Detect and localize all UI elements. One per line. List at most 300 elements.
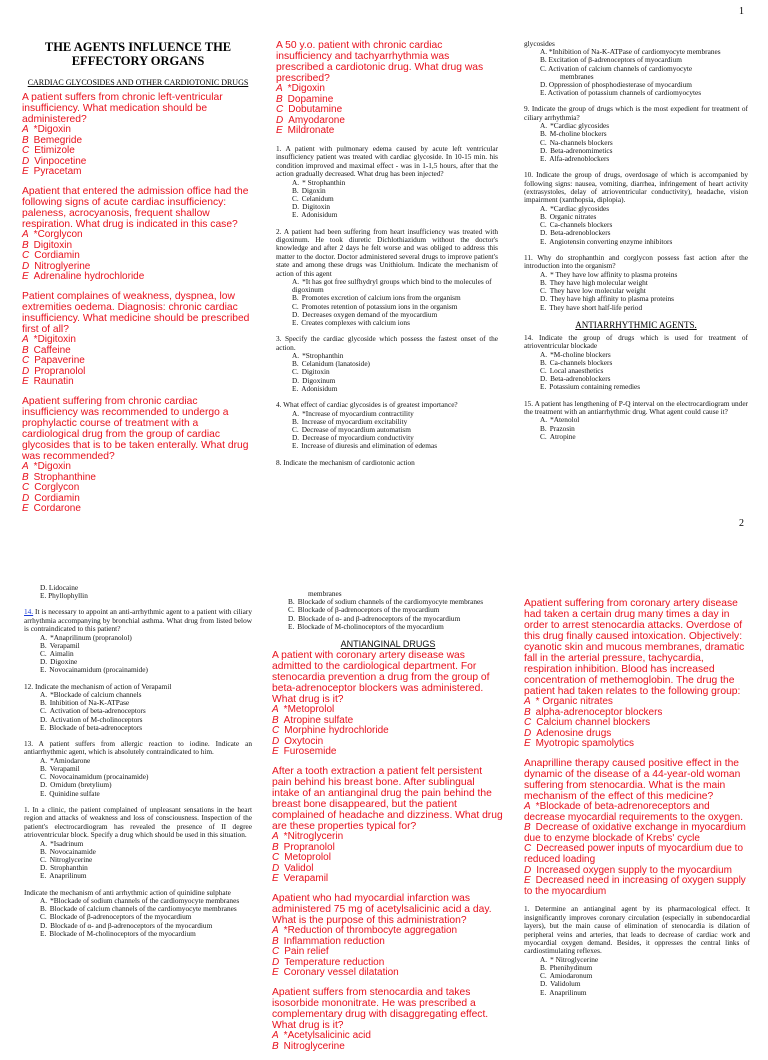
question-text: A patient suffers from chronic left-ventricular insufficiency. What medication should be administered? <box>22 92 223 125</box>
option-text: Decreased need in increasing of oxygen supply to the myocardium <box>524 875 746 897</box>
option-letter: D. <box>40 780 48 790</box>
option-text: Blockade of calcium channels of the cardiomyocyte membranes <box>49 904 237 914</box>
option-letter: A. <box>292 177 300 187</box>
option-letter: D <box>524 864 532 876</box>
question-text: 2. A patient had been suffering from heart insufficiency was treated with digoxinum. He took diuretic Dichlothiazidum without the doctor's knowledge and after 2 days he felt worse and was obliged to address this matter to the doctor. Doctor administered several drugs to improve patient's state and among these drugs was Unithiolum. Indicate the mechanism of action of this agent <box>276 226 498 278</box>
option-text: Local anaesthetics <box>549 365 604 375</box>
option-letter: B <box>22 239 29 251</box>
option-text: Promotes retention of potassium ions in the organism <box>301 301 458 311</box>
option-letter: D <box>22 155 30 167</box>
answer-option: glycosides <box>524 39 555 48</box>
option-letter: C. <box>40 912 47 922</box>
question-block <box>524 334 748 392</box>
option-letter: A <box>22 124 29 135</box>
answer-option <box>22 272 254 283</box>
option-letter: A. <box>540 203 548 213</box>
option-text: Digoxin <box>301 185 326 195</box>
option-letter: C. <box>40 772 47 782</box>
option-text: Ca-channels blockers <box>549 357 613 367</box>
option-letter: E <box>22 503 29 515</box>
option-letter: D <box>22 365 30 377</box>
option-letter: C <box>524 717 532 729</box>
option-letter: D. <box>540 228 548 238</box>
option-letter: C <box>524 843 532 855</box>
option-text: Furosemide <box>283 746 337 758</box>
option-letter: B <box>22 471 29 483</box>
question-block <box>276 228 498 328</box>
option-text: Phenihydinum <box>549 962 593 972</box>
question-block <box>272 650 504 758</box>
option-letter: B. <box>540 212 547 222</box>
option-text: Myotropic spamolytics <box>535 738 635 750</box>
question-text: Apatient who had myocardial infarction was administered 75 mg of acetylsalicinic acid a day. What is the purpose of this administration? <box>272 892 492 926</box>
option-text: Ca-channels blockers <box>549 220 613 230</box>
page1-column-3 <box>524 40 748 449</box>
answer-option <box>24 872 252 880</box>
answer-option <box>272 623 504 631</box>
answer-option: membranes <box>560 71 594 81</box>
option-letter: A. <box>540 121 548 131</box>
page-2 <box>0 512 768 1052</box>
option-text: *Reduction of thrombocyte aggregation <box>283 924 458 936</box>
option-letter: C. <box>540 365 547 375</box>
option-letter: E. <box>40 871 47 881</box>
question-text: 13. A patient suffers from allergic reaction to iodine. Indicate an antiarrhythmic agent, which is absolutely contraindicated to him. <box>24 739 252 757</box>
answer-option <box>524 876 750 897</box>
option-text: Beta-adrenoblockers <box>550 228 611 238</box>
option-letter: C. <box>292 367 299 377</box>
option-text: Propranolol <box>34 365 86 377</box>
question-text: 1. Determine an antianginal agent by its pharmacological effect. It insignificantly improves coronary circulation (especially in subendocardial layers), but the main cause of elimination of stenocardia is dilation of peripheral veins and arteries, that leads to decrease of cardiac work and myocardial oxygen demand. Besides, it oppresses the central links of cardiostimulating reflexes. <box>524 904 750 956</box>
option-letter: B. <box>540 962 547 972</box>
option-letter: A. <box>540 954 548 964</box>
option-letter: A <box>272 1029 279 1041</box>
option-letter: A. <box>40 755 48 765</box>
option-text: Aimalin <box>49 649 74 659</box>
answer-option: A. *Inhibition of Na-K-ATPase of cardiomyocyte membranes <box>540 47 721 57</box>
option-text: *Metoprolol <box>283 704 335 716</box>
option-text: Prazosin <box>549 423 575 433</box>
question-block <box>524 171 748 246</box>
option-text: They have short half-life period <box>549 302 643 312</box>
option-letter: C. <box>540 220 547 230</box>
question-block <box>276 401 498 450</box>
section-title-cardiac-glycosides: CARDIAC GLYCOSIDES AND OTHER CARDIOTONIC DRUGS <box>27 78 249 87</box>
option-text: Quinidine sulfate <box>49 788 100 798</box>
question-text: 3. Specify the cardiac glycoside which possess the fastest onset of the action. <box>276 334 498 352</box>
option-text: Verapamil <box>283 873 329 885</box>
option-letter: D. <box>292 309 300 319</box>
option-text: Dopamine <box>287 93 334 105</box>
option-letter: E. <box>40 788 47 798</box>
option-text: Coronary vessel dilatation <box>283 967 399 979</box>
option-letter: B. <box>540 129 547 139</box>
option-text: Promotes excretion of calcium ions from the organism <box>301 293 461 303</box>
option-text: Cordiamin <box>34 250 80 262</box>
option-letter: D <box>22 260 30 272</box>
option-letter: B. <box>540 277 547 287</box>
option-text: Blockade of M-cholinoceptors of the myocardium <box>297 621 444 631</box>
option-text: *Increase of myocardium contractility <box>302 408 414 418</box>
option-letter: E. <box>288 621 295 631</box>
option-text: Anaprilinum <box>549 987 587 997</box>
question-block <box>22 186 254 283</box>
question-block <box>24 806 252 881</box>
option-text: * Nitroglycerine <box>550 954 599 964</box>
answer-option <box>524 823 750 844</box>
option-text: They have low molecular weight <box>549 286 646 296</box>
option-letter: D. <box>292 433 300 443</box>
option-letter: A. <box>40 690 48 700</box>
option-letter: D <box>272 956 280 968</box>
option-letter: C. <box>540 971 547 981</box>
answer-option <box>524 383 748 391</box>
option-text: Decreased power inputs of myocardium due to reduced loading <box>524 843 744 865</box>
option-text: Decrease of myocardium conductivity <box>302 433 414 443</box>
option-letter: D. <box>40 920 48 930</box>
question-block <box>276 335 498 393</box>
option-text: Decreases oxygen demand of the myocardium <box>302 309 438 319</box>
option-letter: D <box>272 735 280 747</box>
option-letter: C <box>22 250 30 262</box>
option-text: Temperature reduction <box>284 956 385 968</box>
option-text: Celanidum (lanatoside) <box>301 359 370 369</box>
option-text: Atropine sulfate <box>283 714 354 726</box>
option-text: * Organic nitrates <box>535 696 613 707</box>
option-letter: D. <box>40 714 48 724</box>
option-text: Blockade of β-adrenoceptors of the myocardium <box>297 605 440 615</box>
option-letter: B. <box>288 597 295 607</box>
option-letter: A. <box>540 349 548 359</box>
option-text: Adrenaline hydrochloride <box>33 271 145 283</box>
option-text: Adonisidum <box>301 210 338 220</box>
question-text: Patient complaines of weakness, dyspnea, low extremities oedema. Diagnosis: chronic cardiac insufficiency. What medicine should be prescribed first of all? <box>22 290 250 335</box>
page1-column-2 <box>276 40 498 475</box>
option-letter: A <box>524 800 531 812</box>
option-text: Pain relief <box>284 946 329 958</box>
option-letter: C <box>22 355 30 367</box>
option-text: Verapamil <box>49 640 80 650</box>
answer-option: C. Activation of calcium channels of cardiomyocyte <box>540 63 693 73</box>
option-letter: B. <box>292 293 299 303</box>
option-letter: B <box>524 822 531 834</box>
question-block <box>524 254 748 312</box>
question-block <box>524 598 750 750</box>
option-letter: A <box>272 704 279 716</box>
option-letter: E. <box>40 665 47 675</box>
option-letter: D <box>272 862 280 874</box>
option-letter: D. <box>40 863 48 873</box>
option-text: Na-channels blockers <box>549 137 613 147</box>
question-text: 10. Indicate the group of drugs, overdosage of which is accompanied by following signs: nausea, vomiting, diarrhea, infringement of heart activity (extrasystoles, delay of atrioventricular conductivity), headache, vision impairment (xanthopsia, diplopia). <box>524 170 748 205</box>
option-letter: C. <box>292 301 299 311</box>
option-text: M-choline blockers <box>549 129 607 139</box>
option-text: Vinpocetine <box>34 155 87 167</box>
option-text: Metoprolol <box>284 852 331 864</box>
option-letter: B <box>272 714 279 726</box>
option-letter: B. <box>540 423 547 433</box>
option-letter: A <box>22 460 29 472</box>
question-block <box>272 893 504 979</box>
option-text: Caffeine <box>33 344 71 356</box>
option-letter: E. <box>40 928 47 938</box>
option-text: *Anaprilinum (propranolol) <box>50 632 132 642</box>
option-letter: D. <box>292 375 300 385</box>
question-block <box>524 105 748 163</box>
answer-option <box>276 442 498 450</box>
option-text: Strophanthine <box>33 471 96 483</box>
page2-column-3 <box>524 598 750 1005</box>
question-text: After a tooth extraction a patient felt persistent pain behind his breast bone. After sublingual intake of an antianginal drug the pain behind the breast bone disappeared, but the patient complained of headache and dizziness. What drug are these properties typical for? <box>272 765 503 832</box>
option-text: Cordarone <box>33 503 81 515</box>
option-letter: D. <box>540 979 548 989</box>
option-letter: E <box>524 875 531 887</box>
option-text: membranes <box>308 589 342 598</box>
option-text: Angiotensin converting enzyme inhibitors <box>549 236 673 246</box>
answer-option <box>22 377 254 388</box>
answer-option <box>524 304 748 312</box>
option-text: Digoxine <box>50 657 78 667</box>
option-letter: A. <box>540 269 548 279</box>
option-text: *Atenolol <box>550 415 580 425</box>
option-text: Bemegride <box>33 134 83 146</box>
option-text: Alfa-adrenoblockers <box>549 154 610 164</box>
option-letter: D <box>276 114 284 126</box>
question-text: 9. Indicate the group of drugs which is the most expedient for treatment of ciliary arrhythmia? <box>524 104 748 122</box>
question-block <box>524 758 750 897</box>
option-letter: D. <box>540 145 548 155</box>
question-text: A 50 y.o. patient with chronic cardiac insufficiency and tachyarrhythmia was prescribed a cardiotonic drug. What drug was prescribed? <box>276 40 484 84</box>
option-text: Increase of diuresis and elimination of edemas <box>301 441 438 451</box>
answer-option <box>272 747 504 758</box>
option-letter: B <box>22 344 29 356</box>
option-text: Blockade of α- and β-adrenoceptors of the myocardium <box>298 613 461 623</box>
option-letter: E <box>272 873 279 885</box>
option-letter: C <box>272 852 280 864</box>
option-letter: A <box>22 228 29 240</box>
question-block <box>22 291 254 388</box>
option-letter: E <box>276 125 283 137</box>
question-block <box>24 889 252 938</box>
page1-column-1 <box>22 40 254 523</box>
option-letter: B. <box>40 640 47 650</box>
answer-option <box>524 802 750 823</box>
answer-option <box>24 666 252 674</box>
option-letter: C. <box>540 431 547 441</box>
option-letter: C. <box>292 194 299 203</box>
option-letter: D <box>524 727 532 739</box>
question-block <box>24 608 252 674</box>
option-letter: E <box>22 271 29 283</box>
answer-option <box>276 319 498 327</box>
option-letter: E. <box>292 383 299 393</box>
answer-option <box>276 278 498 294</box>
option-text: Adonisidum <box>301 383 338 393</box>
page2-column-2 <box>272 590 504 1060</box>
option-letter: A. <box>292 277 300 287</box>
option-text: Blockade of beta-adrenoceptors <box>49 722 143 732</box>
option-letter: C <box>272 725 280 737</box>
option-text: Digitoxin <box>302 202 331 212</box>
option-text: Blockade of α- and β-adrenoceptors of the myocardium <box>50 920 213 930</box>
answer-option <box>272 968 504 979</box>
option-letter: A <box>276 83 283 94</box>
option-text: Mildronate <box>287 125 335 137</box>
option-text: Validol <box>284 862 314 874</box>
option-text: They have high molecular weight <box>549 277 648 287</box>
option-text: Adenosine drugs <box>536 727 612 739</box>
answer-option <box>276 211 498 219</box>
option-text: * They have low affinity to plasma proteins <box>550 269 678 279</box>
option-text: Novocainamidum (procainamide) <box>49 665 148 675</box>
document-title: THE AGENTS INFLUENCE THE EFFECTORY ORGANS <box>44 40 232 68</box>
option-letter: E <box>22 376 29 388</box>
option-letter: B. <box>40 764 47 774</box>
option-letter: D. <box>288 613 296 623</box>
option-text: *Corglycon <box>33 228 83 240</box>
option-text: Activation of beta-adrenoceptors <box>49 706 146 716</box>
option-text: Pyracetam <box>33 166 82 178</box>
question-block <box>22 92 254 178</box>
option-text: Blockade of β-adrenoceptors of the myocardium <box>49 912 192 922</box>
option-letter: B. <box>40 904 47 914</box>
option-letter: D. <box>292 202 300 212</box>
option-letter: A <box>272 830 279 842</box>
option-letter: E. <box>40 722 47 732</box>
option-text: Oxytocin <box>284 735 324 747</box>
option-text: Creates complexes with calcium ions <box>301 318 410 328</box>
option-text: Atropine <box>549 431 576 441</box>
question-text: A patient with coronary artery disease was admitted to the cardiological department. For stenocardia prevention a drug from the group of beta-adrenoceptor blockers was administered. What drug is it? <box>272 650 490 706</box>
option-letter: E <box>272 967 279 979</box>
option-letter: B <box>524 706 531 718</box>
option-letter: E. <box>540 154 547 164</box>
option-letter: B. <box>292 185 299 195</box>
question-block <box>24 683 252 732</box>
answer-option <box>272 1042 504 1053</box>
answer-option: E. Activation of potassium channels of cardiomyocytes <box>540 88 702 98</box>
option-text: *It has got free sulfhydryl groups which bind to the molecules of digoxinum <box>292 277 492 295</box>
answer-option <box>524 238 748 246</box>
option-letter: E <box>22 166 29 178</box>
answer-option: E. Phyllophyllin <box>40 591 88 601</box>
option-text: They have high affinity to plasma proteins <box>550 294 674 304</box>
option-letter: E <box>524 738 531 750</box>
option-text: Morphine hydrochloride <box>284 725 389 737</box>
option-text: *Blockade of beta-adrenoreceptors and decrease myocardial requirements to the oxygen. <box>524 800 744 823</box>
option-letter: B <box>276 93 283 105</box>
option-letter: D <box>22 492 30 504</box>
answer-option <box>276 385 498 393</box>
option-letter: E. <box>540 987 547 997</box>
option-letter: B. <box>540 357 547 367</box>
option-letter: D. <box>540 294 548 304</box>
option-text: Increase of myocardium excitability <box>301 416 408 426</box>
option-text: Corglycon <box>34 482 80 494</box>
option-text: *Cardiac glycosides <box>550 203 610 213</box>
option-letter: D. <box>40 657 48 667</box>
question-text: Apatient suffering from chronic cardiac insufficiency was recommended to undergo a prophylactic course of treatment with a cardiological drug from the group of cardiac glycosides that is to be taken enterally. What drug was recommended? <box>22 395 249 462</box>
question-text: Anaprilline therapy caused positive effect in the dynamic of the disease of a 44-year-old woman suffering from stenocardia. What is the main mechanism of the effect of this medicine? <box>524 757 741 802</box>
option-text: *Digoxin <box>33 460 71 472</box>
page-1 <box>0 0 768 515</box>
option-text: Nitroglycerine <box>283 1040 345 1052</box>
option-letter: A. <box>540 415 548 425</box>
option-text: Strophanthin <box>50 863 88 873</box>
option-letter: C. <box>292 424 299 434</box>
answer-option <box>524 739 750 750</box>
option-text: *Strophanthin <box>302 351 344 361</box>
answer-option <box>272 874 504 885</box>
option-text: Increased oxygen supply to the myocardium <box>536 864 732 876</box>
option-letter: B. <box>292 416 299 426</box>
option-letter: A. <box>40 895 48 905</box>
option-text: Cordiamin <box>34 492 80 504</box>
question-block <box>24 740 252 798</box>
option-text: Beta-adrenomimetics <box>550 145 613 155</box>
option-text: Activation of M-cholinoceptors <box>50 714 143 724</box>
option-text: Nitroglyerine <box>34 260 91 272</box>
answer-option <box>24 930 252 938</box>
option-letter: D. <box>540 374 548 384</box>
option-text: Propranolol <box>283 841 335 853</box>
question-block <box>272 766 504 885</box>
option-letter: C. <box>40 854 47 864</box>
option-letter: A. <box>40 838 48 848</box>
option-letter: B <box>22 134 29 146</box>
option-letter: C <box>272 946 280 958</box>
option-text: Novocainamide <box>49 846 96 856</box>
question-text: 14. Indicate the group of drugs which is used for treatment of atrioventricular blockade <box>524 332 748 351</box>
option-text: Etimizole <box>34 145 75 157</box>
option-text: *Blockade of sodium channels of the cardiomyocyte membranes <box>50 895 240 905</box>
option-letter: C. <box>40 649 47 659</box>
option-letter: E. <box>292 441 299 451</box>
option-text: Beta-adrenoblockers <box>550 374 611 384</box>
option-text: *Cardiac glycosides <box>550 121 610 131</box>
option-text: Digitoxin <box>33 239 73 251</box>
question-stem: It is necessary to appoint an anti-arrhythmic agent to a patient with ciliary arrhythmia accompanying by bronchial asthma. What drug from listed below is contraindicated to this patient? <box>24 607 252 634</box>
question-text: Apatient that entered the admission office had the following signs of acute cardiac insufficiency: paleness, acrocyanosis, frequent shallow respiration. What drug is indicated in this case? <box>22 185 249 230</box>
option-text: Nitroglycerine <box>49 854 93 864</box>
section-title-antiarrhythmic: ANTIARRHYTHMIC AGENTS. <box>575 319 697 330</box>
question-text: 15. A patient has lengthening of P-Q interval on the electrocardiogram under the treatment with an antiarrhythmic drug. What agent could cause it? <box>524 398 748 416</box>
answer-option <box>524 844 750 865</box>
option-letter: E. <box>292 318 299 328</box>
answer-option <box>524 155 748 163</box>
option-text: * Strophanthin <box>302 177 346 187</box>
question-text <box>24 608 252 633</box>
answer-option: D. Oppression of phosphodiesterase of myocardium <box>540 80 692 90</box>
question-block <box>524 400 748 441</box>
option-text: Raunatin <box>33 376 74 388</box>
option-letter: C. <box>40 706 47 716</box>
answer-option <box>524 989 750 997</box>
option-letter: C <box>22 145 30 157</box>
option-text: Inhibition of Na-K-ATPase <box>49 698 130 708</box>
option-text: *Amiodarone <box>50 755 91 765</box>
option-text: Potassium containing remedies <box>549 382 641 392</box>
option-letter: B. <box>292 359 299 369</box>
question-text: 8. Indicate the mechanism of cardiotonic action <box>276 457 415 467</box>
option-text: Ornidum (bretylium) <box>50 780 112 790</box>
option-text: Anaprilinum <box>49 871 87 881</box>
answer-option <box>24 724 252 732</box>
option-letter: A. <box>292 408 300 418</box>
option-letter: B <box>272 935 279 947</box>
option-text: *Isadrinum <box>50 838 84 848</box>
option-letter: E. <box>292 210 299 220</box>
